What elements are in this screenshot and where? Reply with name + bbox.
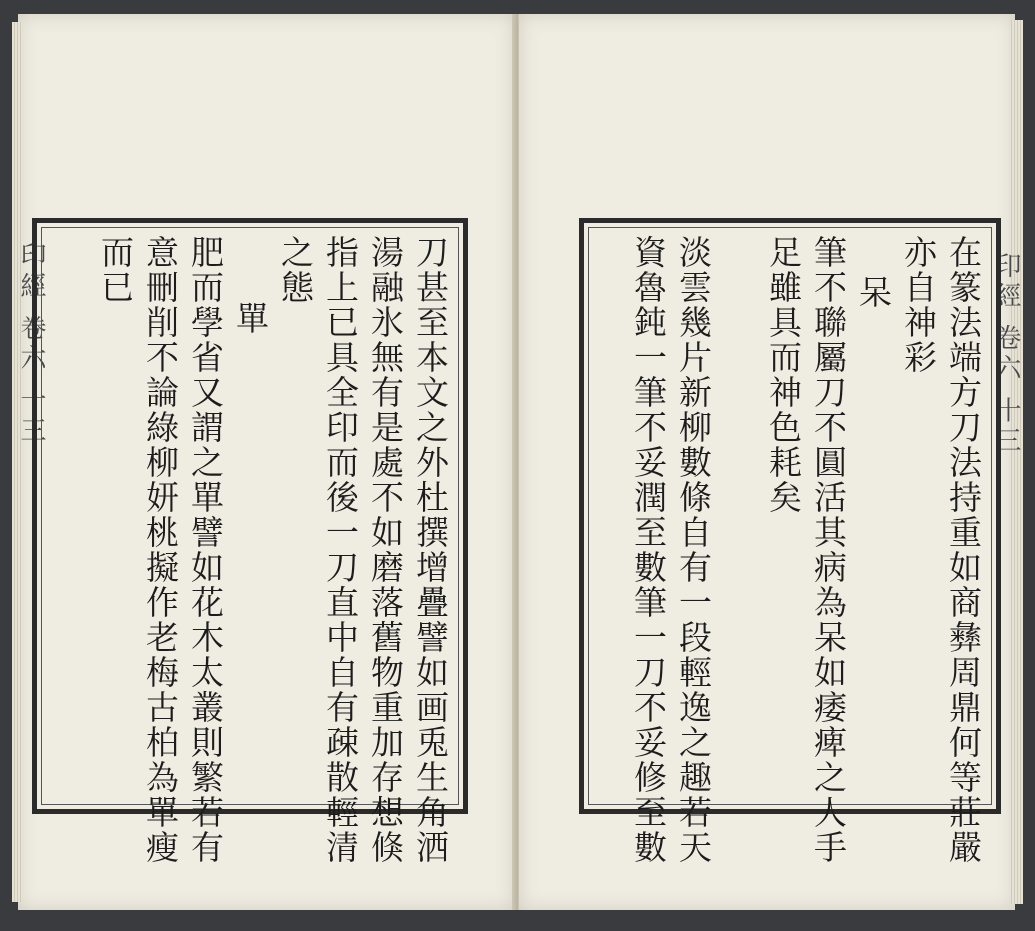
text-column: 指上已具全印而後一刀直中自有疎散輕清 <box>321 235 360 865</box>
section-heading: 單 <box>231 301 270 336</box>
left-text-frame <box>32 218 468 865</box>
text-column: 亦自神彩 <box>899 235 938 375</box>
text-column: 資魯鈍一筆不妥潤至數筆一刀不妥修至數 <box>629 235 668 865</box>
text-column: 湯融氷無有是處不如磨落舊物重加存想倏 <box>366 235 405 865</box>
text-column: 足雖具而神色耗矣 <box>764 235 803 515</box>
right-margin-mark: 印經 卷六 十三 <box>991 252 1021 457</box>
section-heading: 呆 <box>854 275 893 310</box>
text-column: 而已 <box>96 235 135 305</box>
text-column: 之態 <box>276 235 315 305</box>
text-column: 刀甚至本文之外杜撰增疊譬如画兎生角洒 <box>411 235 450 865</box>
text-column: 筆不聯屬刀不圓活其病為呆如痿痺之人手 <box>809 235 848 865</box>
text-column: 肥而學省又謂之單譬如花木太叢則繁若有 <box>186 235 225 865</box>
text-column: 淡雲幾片新柳數條自有一段輕逸之趣若天 <box>674 235 713 865</box>
right-text-frame <box>579 218 1001 865</box>
text-column: 在篆法端方刀法持重如商彝周鼎何等莊嚴 <box>944 235 983 865</box>
blank-column <box>716 235 761 795</box>
right-page <box>518 14 1021 910</box>
left-margin-mark: 印經 卷六 十三 <box>16 242 46 447</box>
text-column: 意刪削不論綠柳妍桃擬作老梅古柏為單瘦 <box>141 235 180 865</box>
left-page <box>18 14 515 910</box>
open-book <box>18 14 1020 914</box>
